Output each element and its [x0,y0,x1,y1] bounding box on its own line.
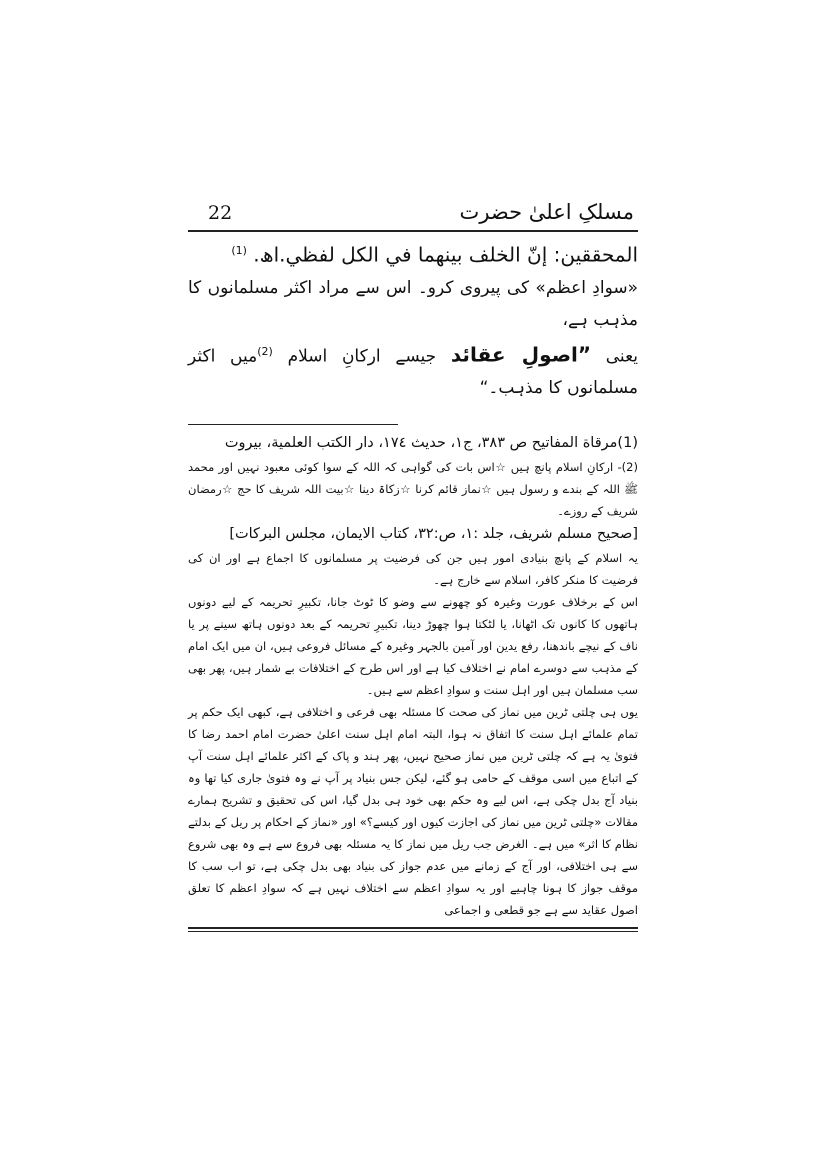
urdu-line-2-a: یعنی [605,346,638,367]
urdu-line-2 [188,336,638,405]
footnote-paragraph-1: یہ اسلام کے پانچ بنیادی امور ہیں جن کی فرضیت پر مسلمانوں کا اجماع ہے اور ان کی فرضیت کا منکر کافر، اسلام سے خارج ہے۔ [188,551,638,588]
footnote-2-source: [صحيح مسلم شريف، جلد :١، ص:٣٢، كتاب الايمان، مجلس البركات] [229,526,638,543]
urdu-line-2-bold: ”اصولِ عقائد [450,342,592,367]
footnote-divider [188,424,398,425]
footnote-1: (1)مرقاة المفاتيح ص ٣٨٣، ج١، حديث ١٧٤، دار الكتب العلمية، بيروت [224,435,638,452]
urdu-line-2-b: جیسے ارکانِ اسلام [272,346,451,367]
arabic-quote [188,236,638,270]
page-header [188,196,638,232]
running-title: مسلکِ اعلیٰ حضرت [459,200,634,224]
footnote-paragraph-2: اس کے برخلاف عورت وغیرہ کو چھونے سے وضو کا ٹوٹ جانا، تکبیرِ تحریمہ کے لیے دونوں ہاتھوں کا کانوں تک اٹھانا، یا لٹکتا ہوا چھوڑ دینا، تکبیرِ تحریمہ کے بعد دونوں ہاتھ سینے پر یا ناف کے نیچے باندھنا، رفع یدین اور آمین بالجہر وغیرہ کے مسائل فروعی ہیں، ان میں ایک امام کے مذہب سے دوسرے امام نے اختلاف کیا ہے اور اس طرح کے اختلافات بے شمار ہیں، پھر بھی سب مسلمان ہیں اور اہل سنت و سوادِ اعظم سے ہیں۔ [188,595,638,698]
footnote-ref-2: (2) [257,344,273,358]
footnote-2: (2)- ارکانِ اسلام پانچ ہیں ☆اس بات کی گواہی کہ اللہ کے سوا کوئی معبود نہیں اور محمد ﷺ اللہ کے بندے و رسول ہیں ☆نماز قائم کرنا ☆زکاۃ دینا ☆بیت اللہ شریف کا حج ☆رمضان شریف کے روزے۔ [188,460,638,519]
page-number: 22 [208,202,233,224]
bottom-rule [188,927,638,932]
arabic-quote-text: المحققين: إنّ الخلف بينهما في الكل لفظي.اھ. [246,242,638,267]
footnote-ref-1: (1) [231,244,247,257]
urdu-body [188,272,638,405]
urdu-line-2-c: میں اکثر مسلمانوں کا مذہب۔“ [188,346,638,399]
urdu-line-1: «سوادِ اعظم» کی پیروی کرو۔ اس سے مراد اکثر مسلمانوں کا مذہب ہے، [188,277,638,330]
footnote-paragraph-3: یوں ہی چلتی ٹرین میں نماز کی صحت کا مسئلہ بھی فرعی و اختلافی ہے، کبھی ایک حکم پر تمام علمائے اہل سنت کا اتفاق نہ ہوا، البتہ امام اہل سنت اعلیٰ حضرت امام احمد رضا کا فتویٰ یہ ہے کہ چلتی ٹرین میں نماز صحیح نہیں، پھر ہند و پاک کے اکثر علمائے اہل سنت آپ کے اتباع میں اسی موقف کے حامی ہو گئے، لیکن جس بنیاد پر آپ نے وہ فتویٰ جاری کیا تھا وہ بنیاد آج بدل چکی ہے، اس لیے وہ حکم بھی خود ہی بدل گیا، اس کی تحقیق و تشریح ہمارے مقالات «چلتی ٹرین میں نماز کی اجازت کیوں اور کیسے؟» اور «نماز کے احکام پر ریل کے بدلتے نظام کا اثر» میں ہے۔ الغرض جب ریل میں نماز کا یہ مسئلہ بھی فروع سے ہے وہ بھی شروع سے ہی اختلافی، اور آج کے زمانے میں عدم جواز کی بنیاد بھی بدل چکی ہے، تو اب سب کا موقف جواز کا ہونا چاہیے اور یہ سوادِ اعظم سے اختلاف نہیں ہے کہ سوادِ اعظم کا تعلق اصول عقاید سے ہے جو قطعی و اجماعی [188,705,638,918]
document-page [188,196,638,932]
